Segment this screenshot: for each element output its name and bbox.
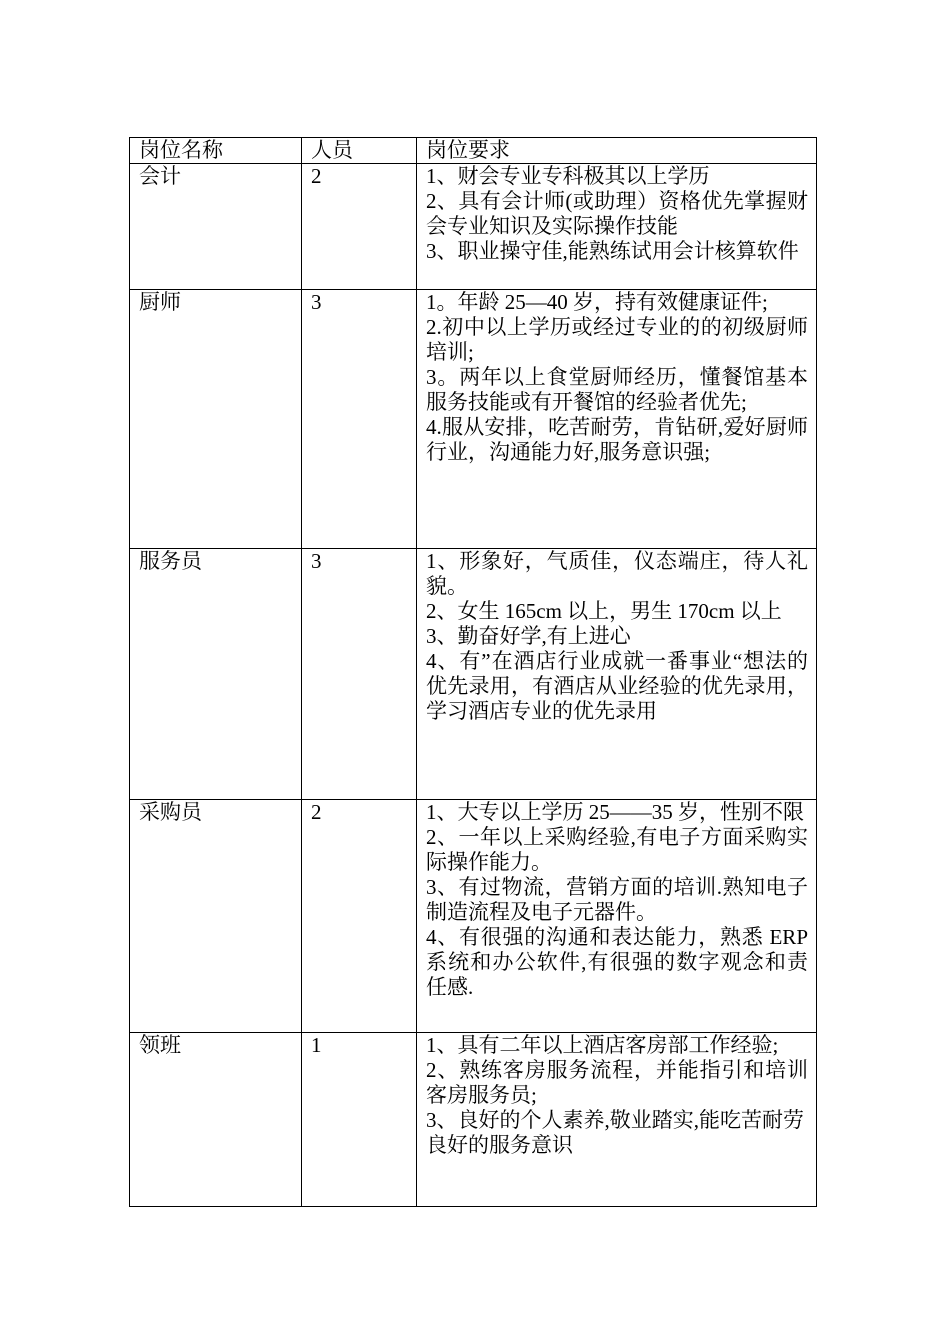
requirement-line: 3。两年以上食堂厨师经历，懂餐馆基本服务技能或有开餐馆的经验者优先; — [426, 365, 808, 414]
requirement-line: 4、有”在酒店行业成就一番事业“想法的优先录用，有酒店从业经验的优先录用，学习酒店专业的优先录用 — [426, 649, 808, 723]
position-cell: 服务员 — [130, 549, 302, 800]
table-row — [130, 290, 817, 549]
requirement-line: 2、一年以上采购经验,有电子方面采购实际操作能力。 — [426, 825, 808, 874]
position-cell: 会计 — [130, 164, 302, 290]
header-requirements: 岗位要求 — [417, 138, 817, 164]
table-row — [130, 164, 817, 290]
table-header-row — [130, 138, 817, 164]
requirement-line: 3、勤奋好学,有上进心 — [426, 624, 631, 648]
count-cell: 2 — [302, 164, 417, 290]
requirement-line: 4.服从安排，吃苦耐劳，肯钻研,爱好厨师行业，沟通能力好,服务意识强; — [426, 415, 808, 464]
requirement-line: 3、职业操守佳,能熟练试用会计核算软件 — [426, 239, 799, 263]
requirement-line: 4、有很强的沟通和表达能力，熟悉 ERP 系统和办公软件,有很强的数字观念和责任感. — [426, 925, 808, 999]
requirement-line: 1。年龄 25—40 岁，持有效健康证件; — [426, 290, 768, 314]
requirement-line: 1、财会专业专科极其以上学历 — [426, 164, 710, 188]
requirement-line: 1、形象好，气质佳，仪态端庄，待人礼貌。 — [426, 549, 808, 598]
header-position: 岗位名称 — [130, 138, 302, 164]
count-cell: 3 — [302, 290, 417, 549]
job-requirements-table — [129, 137, 817, 1207]
requirement-line: 3、良好的个人素养,敬业踏实,能吃苦耐劳 — [426, 1108, 804, 1132]
count-cell: 1 — [302, 1033, 417, 1207]
requirement-line: 2.初中以上学历或经过专业的的初级厨师培训; — [426, 315, 808, 364]
position-cell: 厨师 — [130, 290, 302, 549]
count-cell: 3 — [302, 549, 417, 800]
count-cell: 2 — [302, 800, 417, 1033]
requirement-line: 1、具有二年以上酒店客房部工作经验; — [426, 1033, 779, 1057]
requirements-cell — [417, 290, 817, 549]
requirement-line: 1、大专以上学历 25——35 岁，性别不限 — [426, 800, 804, 824]
table-row — [130, 800, 817, 1033]
requirements-cell — [417, 164, 817, 290]
table-row — [130, 1033, 817, 1207]
requirement-line: 3、有过物流，营销方面的培训.熟知电子制造流程及电子元器件。 — [426, 875, 808, 924]
requirements-cell — [417, 1033, 817, 1207]
requirement-line: 良好的服务意识 — [426, 1133, 573, 1157]
requirement-line: 2、女生 165cm 以上，男生 170cm 以上 — [426, 599, 782, 623]
requirement-line: 2、熟练客房服务流程，并能指引和培训客房服务员; — [426, 1058, 808, 1107]
table-row — [130, 549, 817, 800]
header-count: 人员 — [302, 138, 417, 164]
requirements-cell — [417, 800, 817, 1033]
requirements-cell — [417, 549, 817, 800]
requirement-line: 2、具有会计师(或助理）资格优先掌握财会专业知识及实际操作技能 — [426, 189, 808, 238]
position-cell: 采购员 — [130, 800, 302, 1033]
position-cell: 领班 — [130, 1033, 302, 1207]
